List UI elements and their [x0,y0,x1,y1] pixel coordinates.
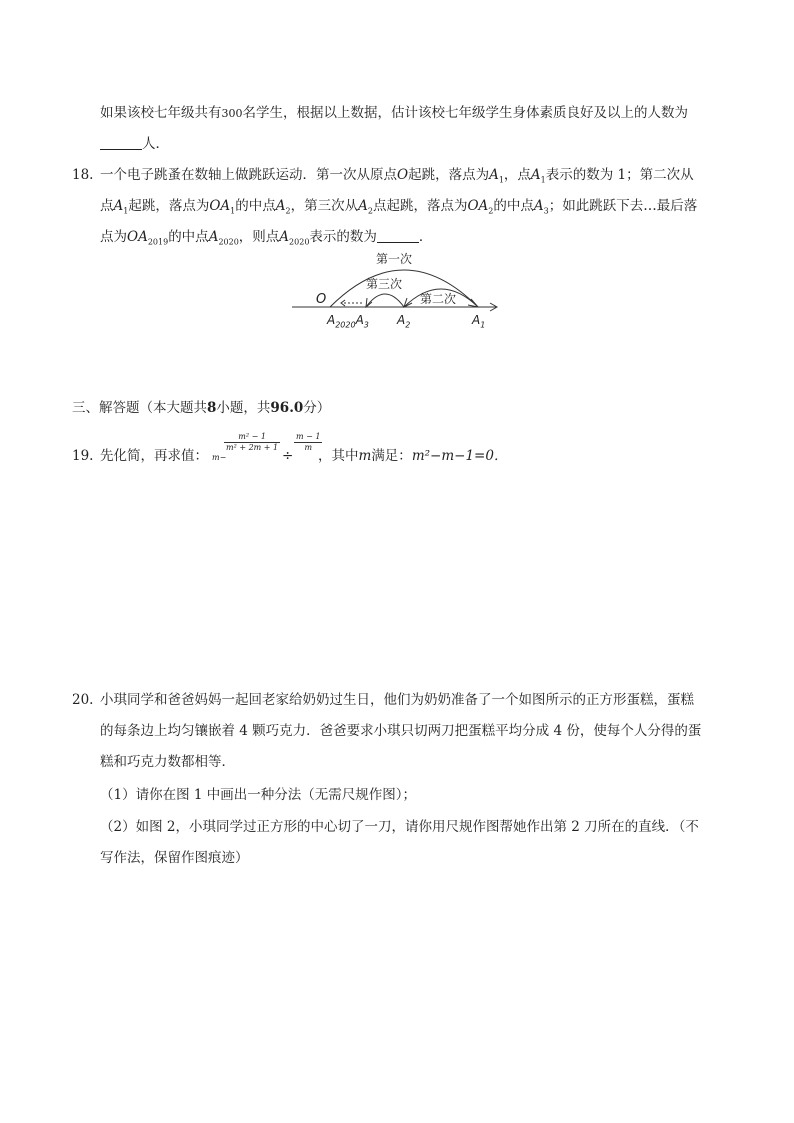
label-a2: $A_2$ [397,313,411,330]
q18-line2: 点$A_1$起跳，落点为$OA_1$的中点$A_2$，第三次从$A_2$点起跳，落点为$OA_2$的中点$A_3$；如此跳跃下去…最后落 [100,198,698,216]
q18-number: 18. [72,167,94,183]
q20-number: 20. [72,692,94,708]
answer-blank[interactable] [377,228,419,243]
label-a2020-a3: $A_{2020}A_3$ [327,313,369,330]
q20-sub2b: 写作法，保留作图痕迹） [100,850,249,866]
q19-number: 19. [72,448,94,464]
q18-line1: 一个电子跳蚤在数轴上做跳跃运动．第一次从原点O起跳，落点为$A_1$，点$A_1$表示的数为 1；第二次从 [100,167,694,185]
q19-lead: m− [212,453,227,462]
q20-sub1: （1）请你在图 1 中画出一种分法（无需尺规作图）； [100,787,417,803]
section-title: 三、解答题（本大题共8小题，共96.0分） [72,400,331,416]
label-second-jump: 第二次 [420,292,457,306]
q17-line2: 人． [100,134,169,154]
label-first-jump: 第一次 [376,252,413,266]
arc-third-jump [366,294,404,307]
label-origin: O [316,292,327,307]
label-third-jump: 第三次 [366,277,403,291]
q19-divide: ÷ [282,448,294,464]
q20-line2: 的每条边上均匀镶嵌着 4 颗巧克力．爸爸要求小琪只切两刀把蛋糕平均分成 4 份，使每个人分得的蛋 [100,723,702,739]
label-a1: $A_1$ [472,313,486,330]
q20-line3: 糕和巧克力数都相等． [100,754,235,770]
q19-fraction-1: $\frac{\text{m² − 1}}{\text{m² + 2m + 1}}$ [226,432,279,452]
answer-blank[interactable] [100,135,142,150]
q19-text-b: ，其中m满足：m²−m−1=0． [318,448,508,464]
q19-text-a: 先化简，再求值： [100,448,208,464]
q17-line1: 如果该校七年级共有300名学生，根据以上数据，估计该校七年级学生身体素质良好及以上的人数为 [100,105,688,121]
q20-line1: 小琪同学和爸爸妈妈一起回老家给奶奶过生日，他们为奶奶准备了一个如图所示的正方形蛋糕，蛋糕 [100,692,694,708]
q18-line3: 点为$OA_{2019}$的中点$A_{2020}$，则点$A_{2020}$表示的数为 ． [100,229,433,247]
q19-fraction-2: $\frac{m - 1}{m}$ [296,432,321,452]
q20-sub2a: （2）如图 2，小琪同学过正方形的中心切了一刀，请你用尺规作图帮她作出第 2 刀所在的直线．（不 [100,819,699,835]
